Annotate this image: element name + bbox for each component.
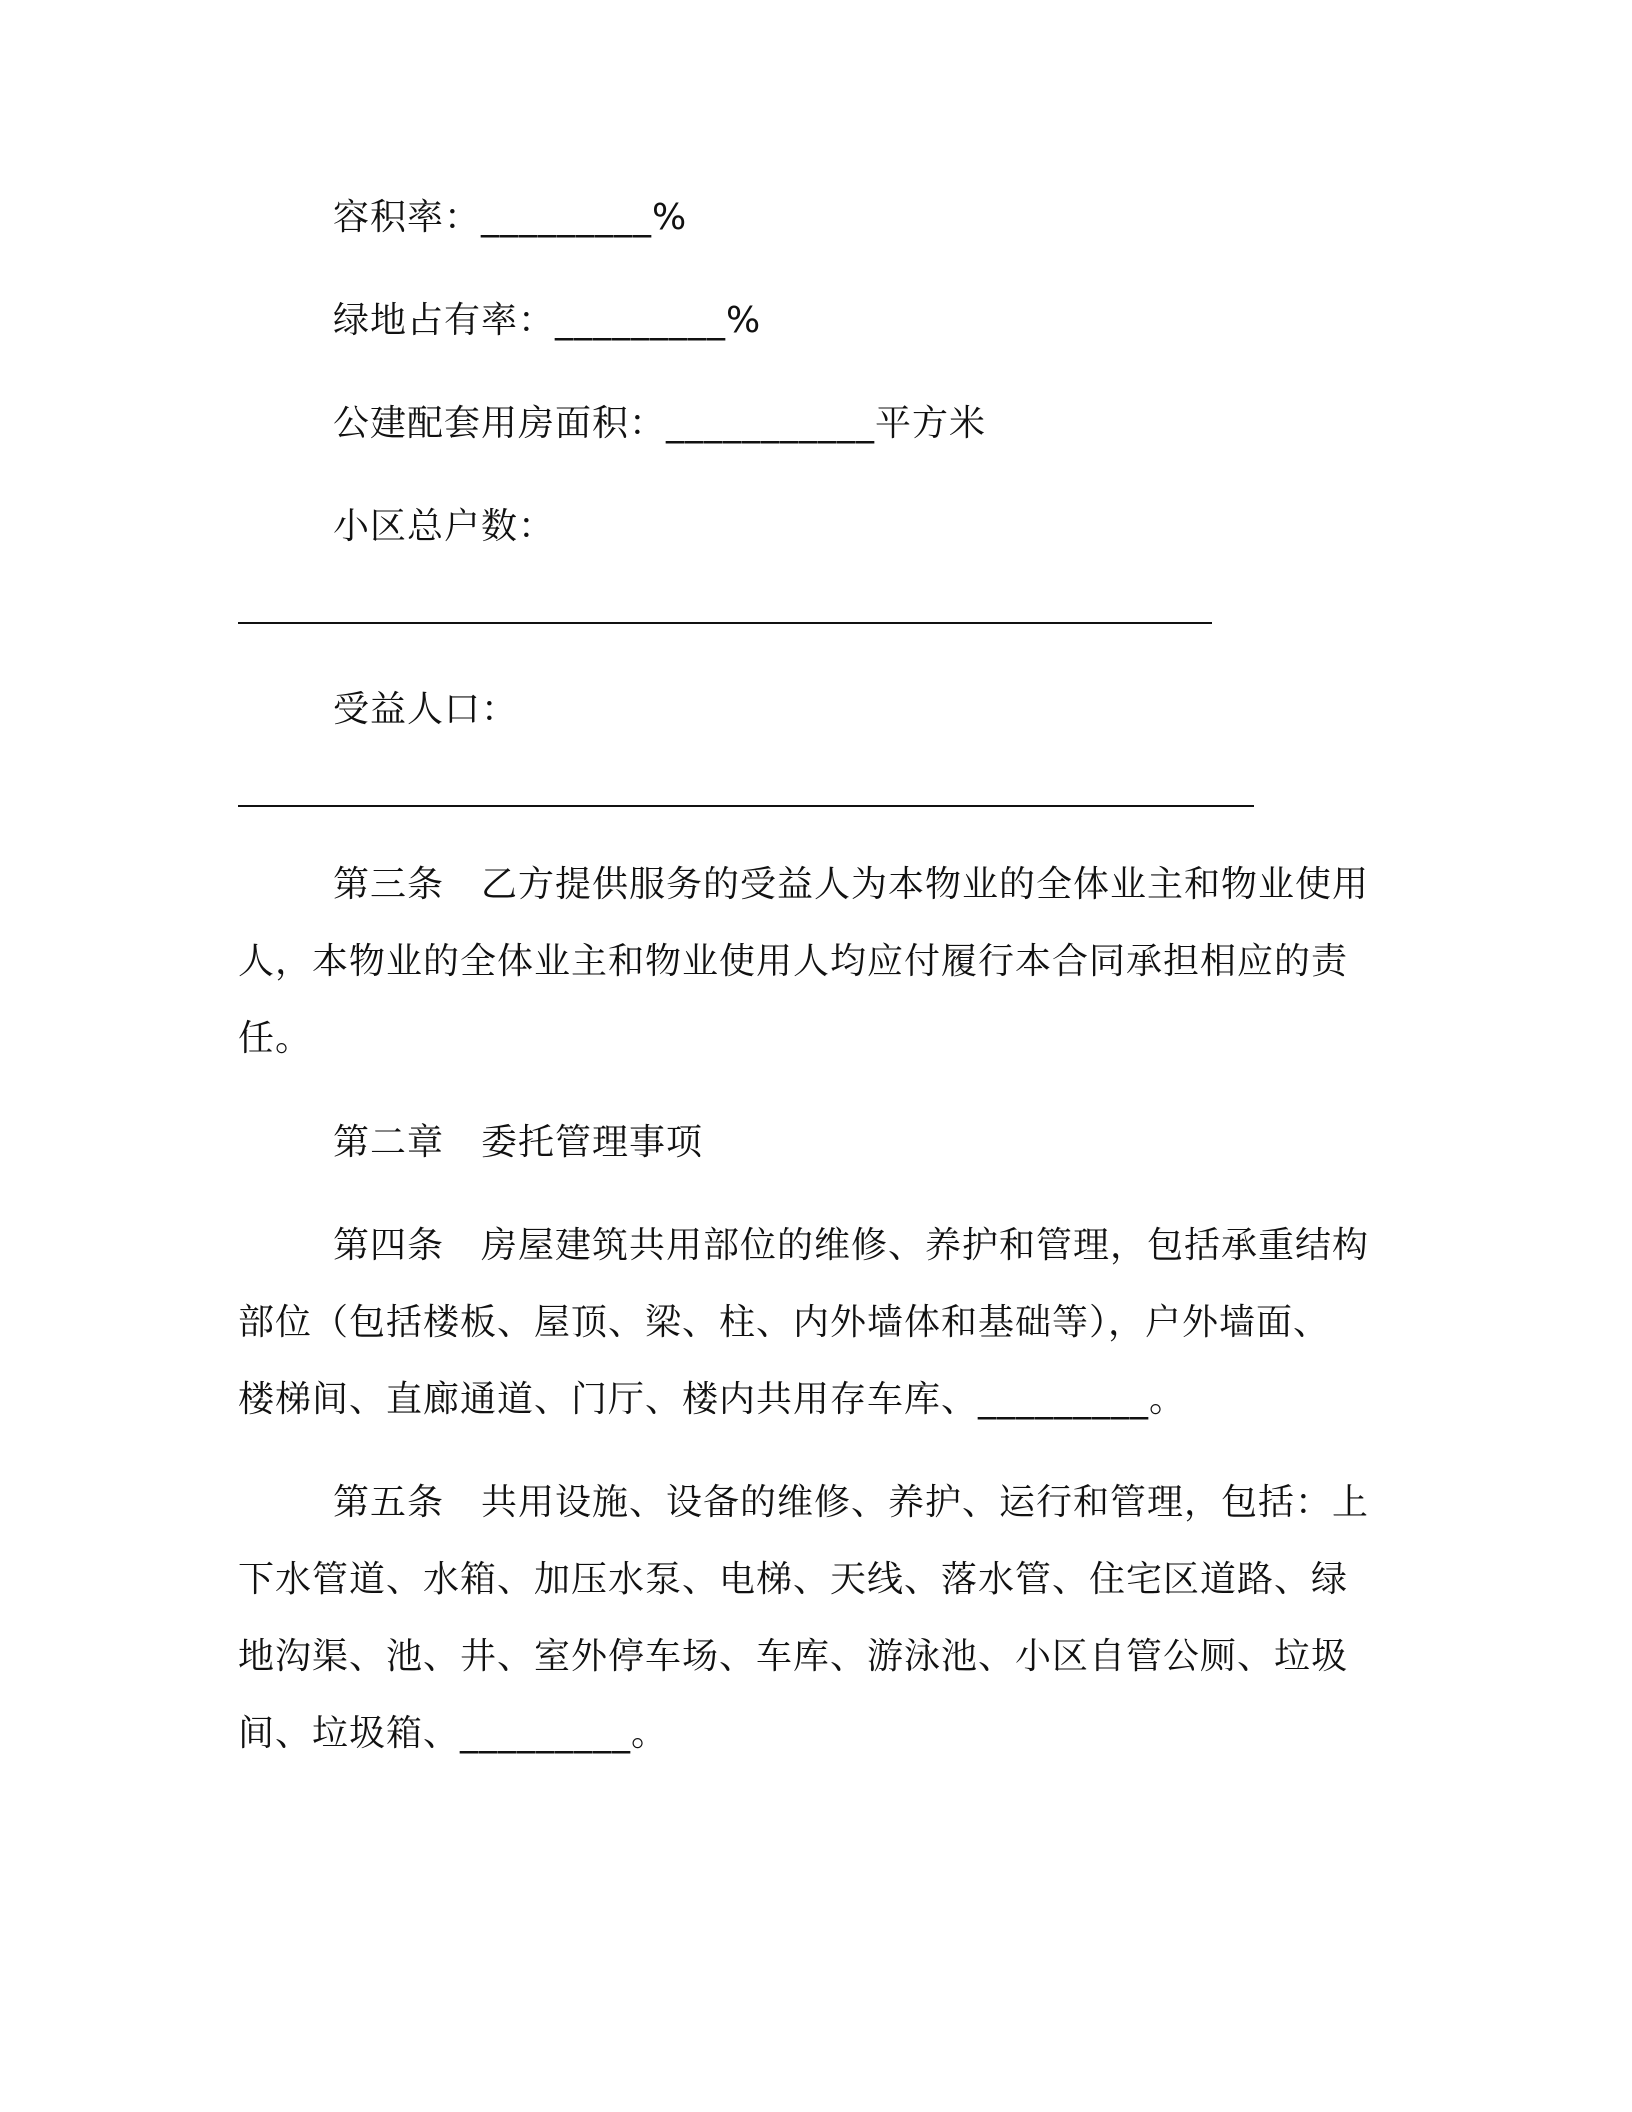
article5-line4: 间、垃圾箱、_________。 (238, 1713, 669, 1754)
article4-line2: 部位（包括楼板、屋顶、梁、柱、内外墙体和基础等），户外墙面、 (238, 1302, 1331, 1343)
plot-ratio-unit: % (652, 197, 688, 238)
green-ratio-line (333, 299, 761, 343)
households-blank-line (238, 622, 1212, 624)
green-ratio-blank: _________ (555, 300, 727, 341)
plot-ratio-line (333, 196, 687, 240)
article4-line1: 第四条 房屋建筑共用部位的维修、养护和管理，包括承重结构 (333, 1225, 1370, 1266)
green-ratio-unit: % (726, 300, 762, 341)
beneficiaries-blank-line (238, 805, 1254, 807)
beneficiaries-label: 受益人口： (333, 689, 519, 730)
article5-line1: 第五条 共用设施、设备的维修、养护、运行和管理，包括：上 (333, 1482, 1370, 1523)
chapter2-heading: 第二章 委托管理事项 (333, 1122, 704, 1163)
public-area-unit: 平方米 (875, 403, 987, 444)
article5-line2: 下水管道、水箱、加压水泵、电梯、天线、落水管、住宅区道路、绿 (238, 1559, 1349, 1600)
public-area-label: 公建配套用房面积： (333, 403, 667, 444)
article3-line1: 第三条 乙方提供服务的受益人为本物业的全体业主和物业使用 (333, 864, 1370, 905)
article5-line3: 地沟渠、池、井、室外停车场、车库、游泳池、小区自管公厕、垃圾 (238, 1636, 1349, 1677)
public-area-blank: ___________ (666, 403, 876, 444)
plot-ratio-blank: _________ (481, 197, 653, 238)
article3-line2: 人，本物业的全体业主和物业使用人均应付履行本合同承担相应的责 (238, 941, 1349, 982)
households-label: 小区总户数： (333, 506, 556, 547)
plot-ratio-label: 容积率： (333, 197, 482, 238)
article4-line3: 楼梯间、直廊通道、门厅、楼内共用存车库、_________。 (238, 1379, 1187, 1420)
public-area-line (333, 402, 986, 446)
green-ratio-label: 绿地占有率： (333, 300, 556, 341)
article3-line3: 任。 (238, 1018, 313, 1059)
